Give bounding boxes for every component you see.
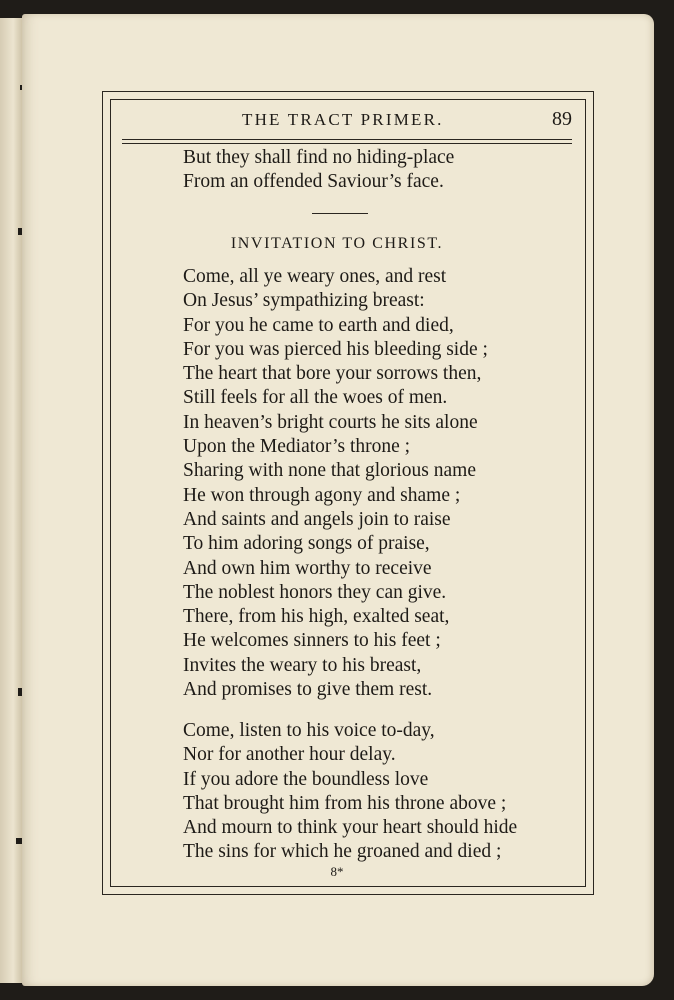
poem-line: Sharing with none that glorious name: [183, 460, 476, 482]
poem-line: There, from his high, exalted seat,: [183, 606, 450, 628]
poem-line: He won through agony and shame ;: [183, 484, 461, 506]
poem-line: Nor for another hour delay.: [183, 744, 396, 766]
header-rule: [122, 139, 572, 144]
poem-line: Come, listen to his voice to-day,: [183, 720, 435, 741]
poem-line: From an offended Saviour’s face.: [183, 171, 444, 193]
poem-line: For you was pierced his bleeding side ;: [183, 338, 488, 360]
poem-line: Come, all ye weary ones, and rest: [183, 266, 447, 287]
poem-line: But they shall find no hiding-place: [183, 147, 455, 168]
page-header: [122, 108, 572, 136]
stanza-1: [183, 265, 488, 702]
poem-line: If you adore the boundless love: [183, 768, 429, 790]
poem-line: Still feels for all the woes of men.: [183, 387, 448, 409]
page-number: 89: [552, 108, 572, 130]
poem-line: The heart that bore your sorrows then,: [183, 363, 482, 385]
stanza-2: [183, 719, 517, 865]
poem-line: To him adoring songs of praise,: [183, 533, 430, 555]
poem-line: In heaven’s bright courts he sits alone: [183, 411, 478, 433]
book-page: [22, 14, 654, 986]
signature-mark: 8*: [330, 864, 344, 879]
poem-line: The noblest honors they can give.: [183, 581, 447, 603]
poem-line: And saints and angels join to raise: [183, 508, 451, 530]
section-separator: [312, 213, 368, 214]
poem-line: Invites the weary to his breast,: [183, 654, 422, 676]
poem-line: That brought him from his throne above ;: [183, 792, 507, 814]
poem-line: And mourn to think your heart should hide: [183, 817, 518, 839]
poem-line: Upon the Mediator’s throne ;: [183, 436, 411, 458]
poem-line: On Jesus’ sympathizing breast:: [183, 290, 425, 312]
poem-line: And promises to give them rest.: [183, 679, 433, 701]
poem-line: The sins for which he groaned and died ;: [183, 841, 502, 863]
poem-line: And own him worthy to receive: [183, 557, 432, 579]
poem-line: He welcomes sinners to his feet ;: [183, 630, 441, 652]
poem-line: For you he came to earth and died,: [183, 314, 454, 336]
running-head: THE TRACT PRIMER.: [242, 110, 444, 129]
section-title: INVITATION TO CHRIST.: [230, 235, 444, 252]
intro-lines: [183, 146, 454, 195]
